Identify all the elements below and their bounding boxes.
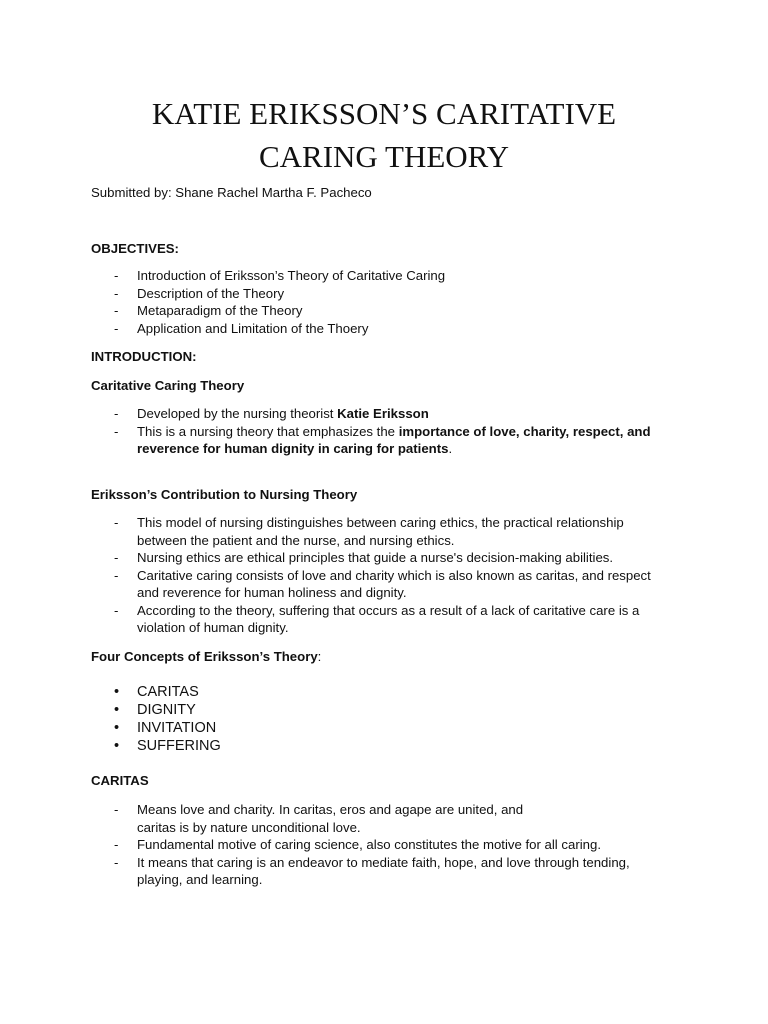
list-item: • INVITATION bbox=[91, 719, 731, 737]
item-end: . bbox=[448, 441, 453, 456]
caritas-list bbox=[91, 801, 731, 889]
line: - This model of nursing distinguishes between caring ethics, the practical relationship bbox=[137, 515, 624, 530]
list-item: - Introduction of Eriksson’s Theory of Caritative Caring bbox=[91, 267, 731, 285]
list-item bbox=[91, 405, 731, 423]
heading-text: Four Concepts of Eriksson’s Theory bbox=[91, 649, 318, 664]
title-line-2: CARING THEORY bbox=[258, 139, 510, 174]
line: playing, and learning. bbox=[137, 872, 263, 887]
submitted-by: Submitted by: Shane Rachel Martha F. Pacheco bbox=[91, 185, 372, 200]
list-item bbox=[91, 423, 731, 458]
objectives-heading: OBJECTIVES: bbox=[91, 241, 179, 256]
objectives-list bbox=[91, 267, 731, 337]
introduction-heading: INTRODUCTION: bbox=[91, 349, 197, 364]
contribution-list bbox=[91, 514, 731, 637]
list-item: - Metaparadigm of the Theory bbox=[91, 302, 731, 320]
caritative-caring-subheading: Caritative Caring Theory bbox=[91, 378, 245, 393]
caritas-heading: CARITAS bbox=[91, 773, 149, 788]
line: and reverence for human holiness and dignity. bbox=[137, 585, 407, 600]
list-item: • DIGNITY bbox=[91, 701, 731, 719]
item-text: This is a nursing theory that emphasizes the bbox=[137, 423, 399, 439]
item-text: Developed by the nursing theorist bbox=[137, 406, 338, 421]
emphasis-text-2: reverence for human dignity in caring for patients bbox=[137, 441, 449, 456]
emphasis-text-1: importance of love, charity, respect, and bbox=[398, 423, 651, 439]
line: between the patient and the nurse, and nursing ethics. bbox=[137, 532, 455, 548]
contribution-heading: Eriksson’s Contribution to Nursing Theory bbox=[91, 487, 358, 502]
theorist-name: Katie Eriksson bbox=[337, 406, 429, 421]
line: caritas is by nature unconditional love. bbox=[137, 819, 361, 835]
title-line-1: KATIE ERIKSSON’S CARITATIVE bbox=[151, 96, 617, 131]
line: - According to the theory, suffering that occurs as a result of a lack of caritative care is a bbox=[137, 602, 640, 618]
introduction-list bbox=[91, 405, 731, 458]
list-item bbox=[91, 514, 731, 549]
list-item: • SUFFERING bbox=[91, 737, 731, 755]
document-title bbox=[0, 92, 768, 178]
four-concepts-heading bbox=[91, 648, 321, 666]
concepts-list bbox=[91, 683, 731, 755]
list-item: - Application and Limitation of the Thoery bbox=[91, 320, 731, 338]
line: - Caritative caring consists of love and charity which is also known as caritas, and respect bbox=[137, 567, 651, 583]
list-item bbox=[91, 602, 731, 637]
list-item: - Description of the Theory bbox=[91, 285, 731, 303]
line: - Fundamental motive of caring science, also constitutes the motive for all caring. bbox=[137, 837, 601, 852]
line: violation of human dignity. bbox=[137, 620, 289, 635]
list-item bbox=[91, 854, 731, 889]
list-item: • CARITAS bbox=[91, 683, 731, 701]
list-item bbox=[91, 801, 731, 836]
line: - Means love and charity. In caritas, eros and agape are united, and bbox=[137, 802, 524, 817]
list-item bbox=[91, 567, 731, 602]
line: - It means that caring is an endeavor to mediate faith, hope, and love through tending, bbox=[137, 854, 630, 870]
list-item bbox=[91, 549, 731, 567]
heading-colon: : bbox=[317, 649, 322, 664]
list-item bbox=[91, 836, 731, 854]
line: - Nursing ethics are ethical principles that guide a nurse's decision-making abilities. bbox=[137, 550, 614, 565]
